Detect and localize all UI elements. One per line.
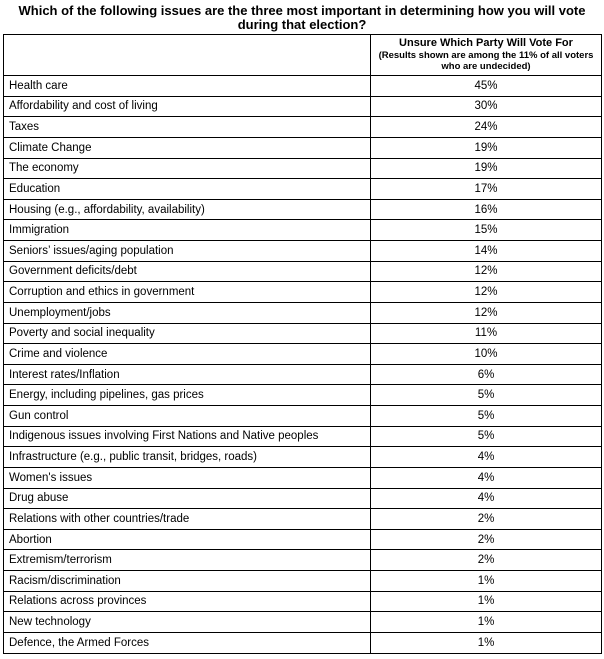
table-row <box>4 323 602 344</box>
table-row <box>4 509 602 530</box>
issue-value: 11% <box>371 323 602 344</box>
column-subheader: (Results shown are among the 11% of all voters who are undecided) <box>378 49 594 72</box>
issue-label: Relations with other countries/trade <box>4 509 371 530</box>
table-row <box>4 241 602 262</box>
table-row <box>4 137 602 158</box>
issue-label: Relations across provinces <box>4 591 371 612</box>
table-row <box>4 117 602 138</box>
issue-label: Climate Change <box>4 137 371 158</box>
results-table <box>3 34 602 654</box>
table-row <box>4 282 602 303</box>
table-row <box>4 406 602 427</box>
issue-value: 5% <box>371 426 602 447</box>
column-header-cell <box>371 35 602 76</box>
table-row <box>4 344 602 365</box>
issue-value: 19% <box>371 158 602 179</box>
issue-value: 15% <box>371 220 602 241</box>
issue-value: 4% <box>371 467 602 488</box>
table-title: Which of the following issues are the three most important in determining how you will vote during that election? <box>18 3 586 32</box>
issue-label: Energy, including pipelines, gas prices <box>4 385 371 406</box>
issue-header-cell <box>4 35 371 76</box>
table-row <box>4 364 602 385</box>
table-row <box>4 426 602 447</box>
issue-label: Taxes <box>4 117 371 138</box>
table-row <box>4 591 602 612</box>
issue-value: 1% <box>371 591 602 612</box>
issue-label: Health care <box>4 76 371 97</box>
table-row <box>4 179 602 200</box>
issue-label: Affordability and cost of living <box>4 96 371 117</box>
issue-value: 5% <box>371 385 602 406</box>
issue-value: 12% <box>371 282 602 303</box>
issue-value: 1% <box>371 571 602 592</box>
table-row <box>4 447 602 468</box>
header-row <box>4 35 602 76</box>
table-row <box>4 158 602 179</box>
issue-label: Extremism/terrorism <box>4 550 371 571</box>
table-row <box>4 199 602 220</box>
issue-label: Abortion <box>4 529 371 550</box>
issue-value: 17% <box>371 179 602 200</box>
issue-value: 2% <box>371 529 602 550</box>
issue-value: 12% <box>371 302 602 323</box>
issue-value: 4% <box>371 488 602 509</box>
issue-label: New technology <box>4 612 371 633</box>
table-row <box>4 571 602 592</box>
issue-value: 1% <box>371 612 602 633</box>
issue-label: Corruption and ethics in government <box>4 282 371 303</box>
issue-label: Indigenous issues involving First Nations and Native peoples <box>4 426 371 447</box>
issue-label: The economy <box>4 158 371 179</box>
issue-value: 12% <box>371 261 602 282</box>
issue-value: 14% <box>371 241 602 262</box>
issue-value: 30% <box>371 96 602 117</box>
issue-value: 10% <box>371 344 602 365</box>
issue-value: 6% <box>371 364 602 385</box>
issue-label: Unemployment/jobs <box>4 302 371 323</box>
table-row <box>4 220 602 241</box>
issue-value: 2% <box>371 509 602 530</box>
issue-label: Housing (e.g., affordability, availability) <box>4 199 371 220</box>
issue-value: 5% <box>371 406 602 427</box>
table-row <box>4 467 602 488</box>
issue-value: 2% <box>371 550 602 571</box>
table-row <box>4 612 602 633</box>
issue-label: Defence, the Armed Forces <box>4 632 371 653</box>
issue-value: 16% <box>371 199 602 220</box>
issue-label: Racism/discrimination <box>4 571 371 592</box>
table-row <box>4 550 602 571</box>
column-header: Unsure Which Party Will Vote For <box>399 37 573 50</box>
issue-label: Government deficits/debt <box>4 261 371 282</box>
issue-label: Interest rates/Inflation <box>4 364 371 385</box>
issue-label: Poverty and social inequality <box>4 323 371 344</box>
issue-label: Seniors’ issues/aging population <box>4 241 371 262</box>
table-row <box>4 488 602 509</box>
issue-label: Drug abuse <box>4 488 371 509</box>
issue-value: 19% <box>371 137 602 158</box>
table-body <box>4 76 602 654</box>
table-row <box>4 529 602 550</box>
table-row <box>4 76 602 97</box>
issue-value: 24% <box>371 117 602 138</box>
survey-table-container <box>3 3 601 654</box>
issue-value: 4% <box>371 447 602 468</box>
table-row <box>4 261 602 282</box>
issue-label: Infrastructure (e.g., public transit, bridges, roads) <box>4 447 371 468</box>
issue-label: Women's issues <box>4 467 371 488</box>
issue-value: 45% <box>371 76 602 97</box>
table-row <box>4 96 602 117</box>
issue-label: Gun control <box>4 406 371 427</box>
table-row <box>4 302 602 323</box>
table-row <box>4 385 602 406</box>
issue-value: 1% <box>371 632 602 653</box>
issue-label: Immigration <box>4 220 371 241</box>
issue-label: Education <box>4 179 371 200</box>
table-row <box>4 632 602 653</box>
issue-label: Crime and violence <box>4 344 371 365</box>
